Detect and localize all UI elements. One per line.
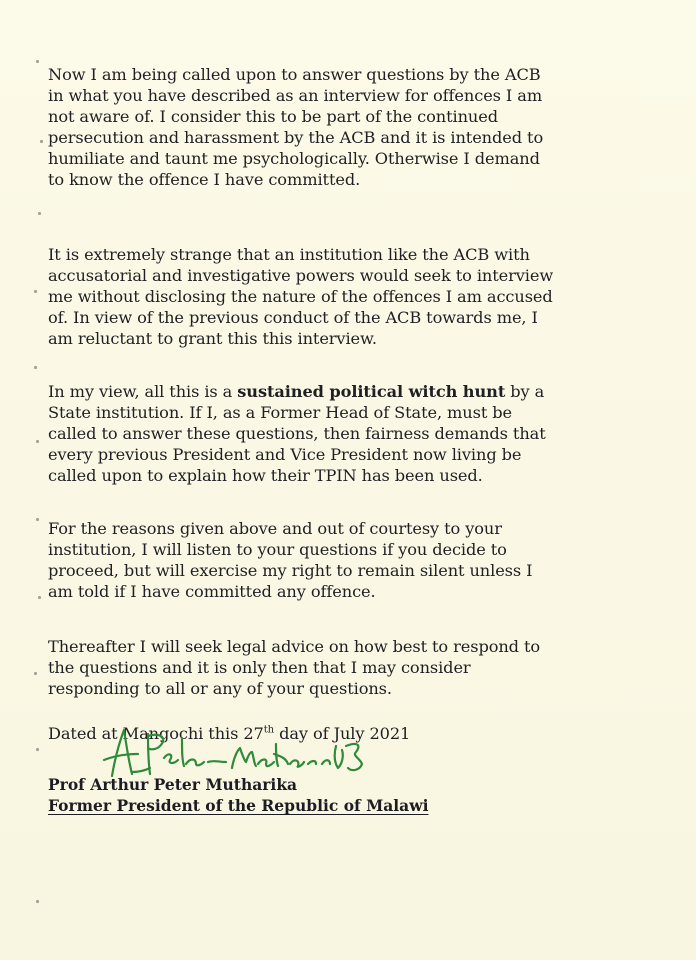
signatory-title: Former President of the Republic of Malawi <box>48 796 429 815</box>
dated-text-before: Dated at Mangochi this 27 <box>48 724 264 743</box>
margin-mark <box>38 596 41 599</box>
signatory-name: Prof Arthur Peter Mutharika <box>48 775 298 794</box>
witch-hunt-text-before: In my view, all this is a <box>48 382 238 401</box>
paragraph-strange-institution: It is extremely strange that an institution like the ACB with accusatorial and investigative powers would seek to interview me without disclosing the nature of the offences I am accused of. In view of the previous conduct of the ACB towards me, I am reluctant to grant this this interview. <box>48 245 554 348</box>
letter-body <box>48 64 648 744</box>
dated-ordinal-suffix: th <box>263 724 275 736</box>
margin-mark <box>36 440 39 443</box>
witch-hunt-text-after: by a State institution. If I, as a Former Head of State, must be called to answer these questions, then fairness demands that every previous President and Vice President now living be called upon to explain how their TPIN has been used. <box>48 382 546 485</box>
paragraph-right-to-silence: For the reasons given above and out of courtesy to your institution, I will listen to your questions if you decide to proceed, but will exercise my right to remain silent unless I am told if I have committed any offence. <box>48 519 533 601</box>
paragraph-legal-advice: Thereafter I will seek legal advice on how best to respond to the questions and it is only then that I may consider responding to all or any of your questions. <box>48 637 541 698</box>
witch-hunt-bold: sustained political witch hunt <box>237 382 506 401</box>
margin-mark <box>36 900 39 903</box>
paragraph-acb-interview: Now I am being called upon to answer questions by the ACB in what you have described as an interview for offences I am not aware of. I consider this to be part of the continued persecution and harassment by the ACB and it is intended to humiliate and taunt me psychologically. Otherwise I demand to know the offence I have committed. <box>48 65 544 189</box>
margin-mark <box>34 366 37 369</box>
paragraph-witch-hunt <box>48 381 648 486</box>
margin-mark <box>34 672 37 675</box>
margin-mark <box>40 140 43 143</box>
dated-text-after: day of July 2021 <box>274 724 411 743</box>
margin-mark <box>36 518 39 521</box>
margin-mark <box>36 60 39 63</box>
margin-mark <box>36 748 39 751</box>
signature-block <box>48 774 428 816</box>
margin-mark <box>34 290 37 293</box>
margin-mark <box>38 212 41 215</box>
